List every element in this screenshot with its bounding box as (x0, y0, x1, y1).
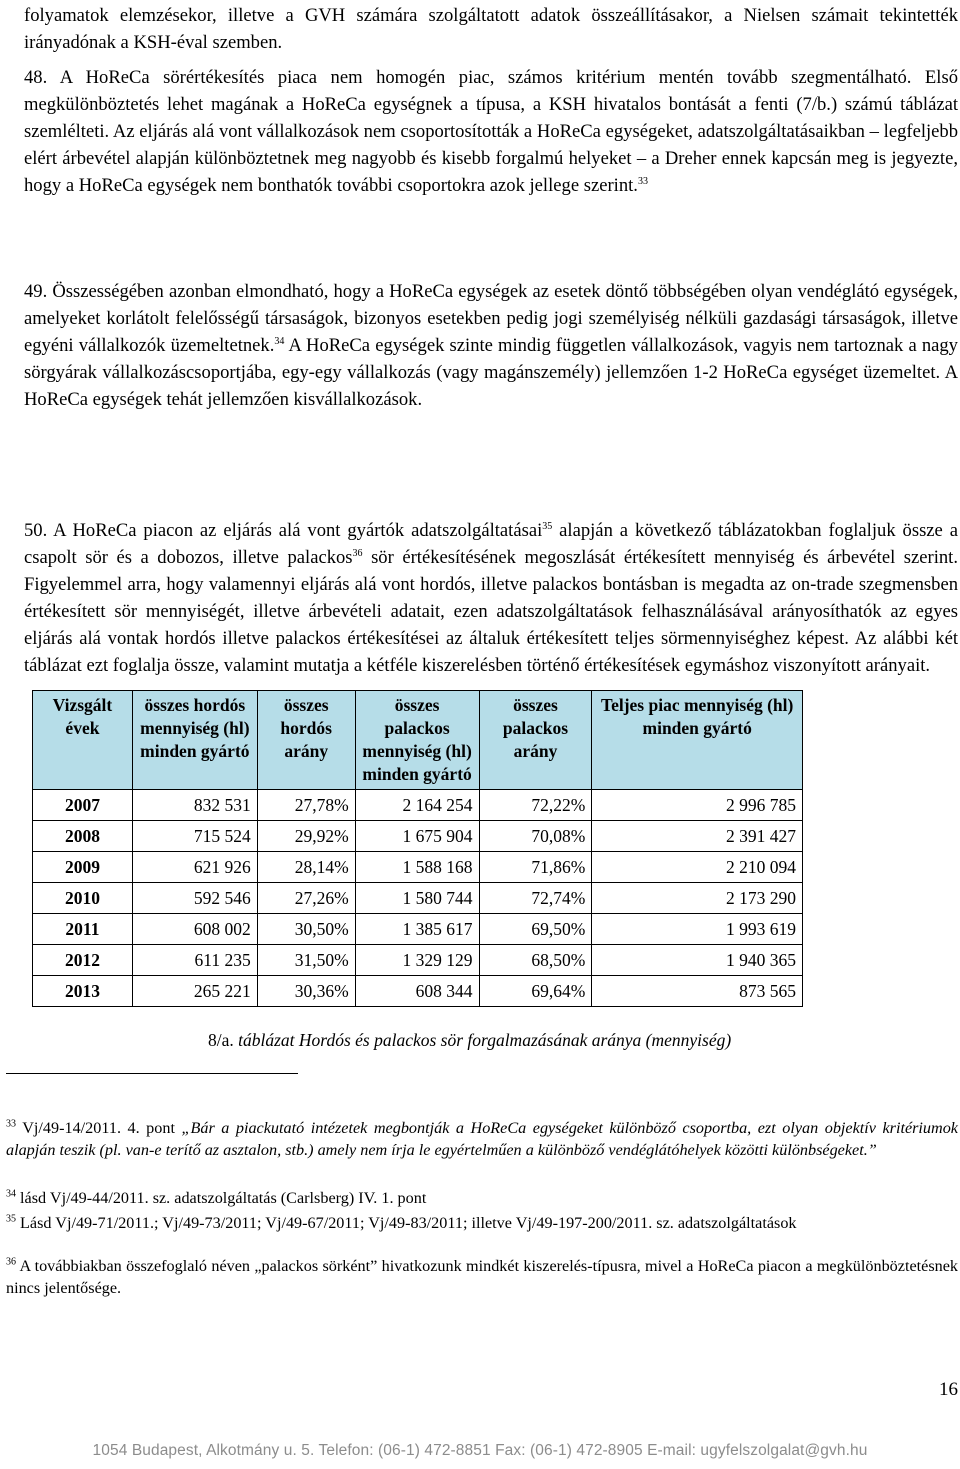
table-cell: 31,50% (257, 945, 355, 976)
footnote-number: 34 (6, 1188, 16, 1200)
table-row (33, 914, 803, 945)
page-number: 16 (939, 1379, 958, 1400)
table-cell: 72,74% (479, 883, 592, 914)
footnote-34 (6, 1187, 958, 1209)
paragraph-49 (24, 278, 958, 413)
table-cell-year: 2010 (33, 883, 133, 914)
table-header-row (33, 691, 803, 790)
table-cell: 2 391 427 (592, 821, 803, 852)
table-cell-year: 2013 (33, 976, 133, 1007)
footnote-number: 35 (6, 1213, 16, 1225)
table-row (33, 976, 803, 1007)
table-cell: 2 173 290 (592, 883, 803, 914)
table-cell: 71,86% (479, 852, 592, 883)
paragraph-continuation: folyamatok elemzésekor, illetve a GVH számára szolgáltatott adatok összeállításakor, a Nielsen számait tekintették irányadónak a KSH-éval szemben. (24, 5, 958, 53)
table-row (33, 883, 803, 914)
table-cell-year: 2009 (33, 852, 133, 883)
table-cell: 873 565 (592, 976, 803, 1007)
footnote-separator (6, 1073, 298, 1074)
paragraph-48 (24, 64, 958, 199)
table-cell: 70,08% (479, 821, 592, 852)
table-cell-year: 2011 (33, 914, 133, 945)
sales-ratio-table (32, 690, 803, 1007)
footnote-ref-35[interactable]: 35 (542, 520, 553, 532)
table-cell: 2 210 094 (592, 852, 803, 883)
table-cell-year: 2012 (33, 945, 133, 976)
table-cell: 69,64% (479, 976, 592, 1007)
table-cell: 68,50% (479, 945, 592, 976)
col-header-keg-quantity: összes hordós mennyiség (hl) minden gyártó (132, 691, 257, 790)
table-cell-year: 2008 (33, 821, 133, 852)
table-cell: 592 546 (132, 883, 257, 914)
paragraph-49-text-b: A HoReCa egységek szinte mindig független vállalkozások, vagyis nem tartoznak a nagy sörgyárak vállalkozáscsoportjába, egy-egy vállalkozás (vagy magánszemély) jellemzően 1-2 HoReCa egységet üzemeltet. A HoReCa egységek tehát jellemzően kisvállalkozások. (24, 335, 958, 410)
col-header-keg-ratio: összes hordós arány (257, 691, 355, 790)
page-footer-contact: 1054 Budapest, Alkotmány u. 5. Telefon: (06-1) 472-8851 Fax: (06-1) 472-8905 E-mail: ugyfelszolgalat@gvh.hu (92, 1442, 868, 1459)
table-cell: 2 996 785 (592, 790, 803, 821)
table-cell: 1 580 744 (355, 883, 479, 914)
footnote-36-text: A továbbiakban összefoglaló néven „palackos sörként” hivatkozunk mindkét kiszerelés-típusra, mivel a HoReCa piacon a megkülönböztetésnek nincs jelentősége. (6, 1257, 958, 1297)
table-cell: 28,14% (257, 852, 355, 883)
table-caption (208, 1030, 731, 1051)
table-caption-number: 8/a. (208, 1030, 234, 1050)
table-cell: 1 588 168 (355, 852, 479, 883)
table-cell: 611 235 (132, 945, 257, 976)
footnote-ref-36[interactable]: 36 (352, 547, 363, 559)
table-cell: 72,22% (479, 790, 592, 821)
footnote-ref-33[interactable]: 33 (637, 175, 648, 187)
table-cell: 1 940 365 (592, 945, 803, 976)
paragraph-50-text-a: 50. A HoReCa piacon az eljárás alá vont gyártók adatszolgáltatásai (24, 520, 543, 541)
table-cell: 30,36% (257, 976, 355, 1007)
footnote-35 (6, 1212, 958, 1234)
table-row (33, 790, 803, 821)
paragraph-50-text-c: sör értékesítésének megoszlását értékesített mennyiség és árbevétel szerint. Figyelemmel arra, hogy valamennyi eljárás alá vont hordós, illetve palackos bontásban is megadta az on-trade szegmensben értékesített sör mennyiségét, illetve árbevételi adatait, ezen adatszolgáltatások felhasználásával arányosíthatók az egyes eljárás alá vontak hordós illetve palackos értékesítései az általuk értékesített teljes sörmennyiséghez képest. Az alábbi két táblázat ezt foglalja össze, valamint mutatja a kétféle kiszerelésben történő értékesítések egymáshoz viszonyított arányait. (24, 547, 958, 676)
table-cell: 1 993 619 (592, 914, 803, 945)
table-cell: 1 385 617 (355, 914, 479, 945)
table-cell: 265 221 (132, 976, 257, 1007)
col-header-bottle-ratio: összes palackos arány (479, 691, 592, 790)
table-cell: 621 926 (132, 852, 257, 883)
footnote-34-text: lásd Vj/49-44/2011. sz. adatszolgáltatás (Carlsberg) IV. 1. pont (16, 1189, 427, 1207)
footnote-33 (6, 1117, 958, 1161)
footnote-number: 33 (6, 1118, 16, 1130)
table-cell: 27,78% (257, 790, 355, 821)
table-cell: 608 344 (355, 976, 479, 1007)
table-cell: 1 675 904 (355, 821, 479, 852)
table-row (33, 852, 803, 883)
table-cell: 1 329 129 (355, 945, 479, 976)
footnote-36 (6, 1255, 958, 1299)
table-cell-year: 2007 (33, 790, 133, 821)
table-cell: 715 524 (132, 821, 257, 852)
footnote-number: 36 (6, 1256, 16, 1268)
footnote-ref-34[interactable]: 34 (274, 335, 285, 347)
footnote-33-quote: „Bár a piackutató intézetek megbontják a HoReCa egységeket különböző csoportba, ezt olyan objektív kritériumok alapján teszik (pl. van-e terítő az asztalon, stb.) amely nem írja le egyértelműen a különböző vendéglátóhelyek közötti különbségeket.” (6, 1119, 958, 1159)
table-cell: 27,26% (257, 883, 355, 914)
table-cell: 2 164 254 (355, 790, 479, 821)
footnote-33-ref: Vj/49-14/2011. 4. pont (16, 1119, 182, 1137)
paragraph-48-text: 48. A HoReCa sörértékesítés piaca nem homogén piac, számos kritérium mentén tovább szegmentálható. Első megkülönböztetés lehet magának a HoReCa egységnek a típusa, a KSH hivatalos bontását a fenti (7/b.) számú táblázat szemlélteti. Az eljárás alá vont vállalkozások nem csoportosították a HoReCa egységeket, adatszolgáltatásaikban – legfeljebb elért árbevétel alapján különböztetnek meg nagyobb és kisebb forgalmú helyeket – a Dreher ennek kapcsán meg is jegyezte, hogy a HoReCa egységek nem bonthatók további csoportokra azok jellege szerint. (24, 67, 958, 196)
table-caption-text: táblázat Hordós és palackos sör forgalmazásának aránya (mennyiség) (233, 1030, 732, 1050)
footnote-35-text: Lásd Vj/49-71/2011.; Vj/49-73/2011; Vj/49-67/2011; Vj/49-83/2011; illetve Vj/49-197-200/2011. sz. adatszolgáltatások (16, 1214, 797, 1232)
table-cell: 29,92% (257, 821, 355, 852)
col-header-bottle-quantity: összes palackos mennyiség (hl) minden gyártó (355, 691, 479, 790)
table-body (33, 790, 803, 1007)
table-row (33, 945, 803, 976)
table-cell: 30,50% (257, 914, 355, 945)
col-header-years: Vizsgált évek (33, 691, 133, 790)
col-header-total-market: Teljes piac mennyiség (hl) minden gyártó (592, 691, 803, 790)
table-cell: 608 002 (132, 914, 257, 945)
paragraph-49-text-a: 49. Összességében azonban elmondható, hogy a HoReCa egységek az esetek döntő többségében olyan vendéglátó egységek, amelyeket korlátolt felelősségű társaságok, bizonyos esetekben pedig jogi személyiség nélküli gazdasági társaságok, illetve egyéni vállalkozók üzemeltetnek. (24, 281, 958, 356)
table-cell: 69,50% (479, 914, 592, 945)
paragraph-50 (24, 517, 958, 679)
table-cell: 832 531 (132, 790, 257, 821)
table-row (33, 821, 803, 852)
paragraph-50-text-b: alapján a következő táblázatokban foglaljuk össze a csapolt sör és a dobozos, illetve palackos (24, 520, 958, 568)
